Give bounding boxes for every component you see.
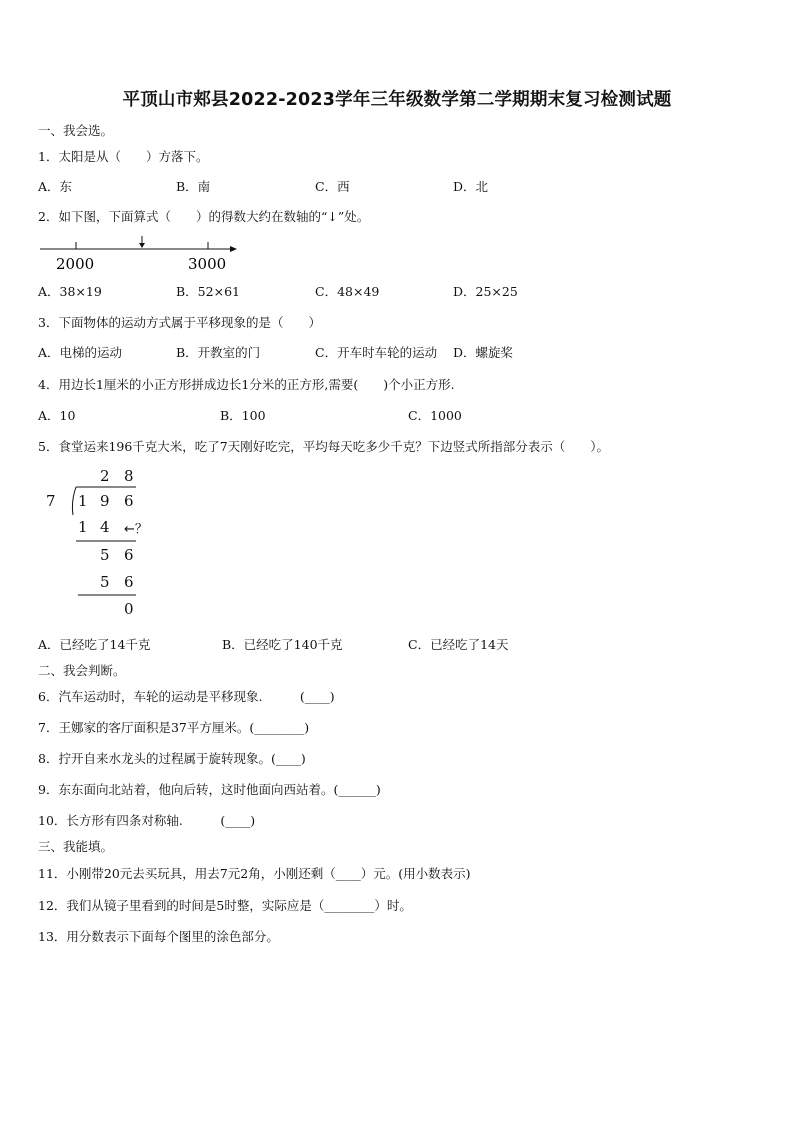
quotient-digit-1: 2 <box>100 467 110 485</box>
dividend-digit-1: 1 <box>78 492 88 510</box>
question-13: 13．用分数表示下面每个图里的涂色部分。 <box>38 929 279 944</box>
q2-option-a[interactable]: A．38×19 <box>38 284 102 299</box>
q5-option-c[interactable]: C．已经吃了14天 <box>408 637 509 652</box>
q4-option-c[interactable]: C．1000 <box>408 408 462 423</box>
step2-digit-2: 6 <box>124 546 134 564</box>
question-4: 4．用边长1厘米的小正方形拼成边长1分米的正方形,需要( )个小正方形. <box>38 377 455 392</box>
section-heading-fill: 三、我能填。 <box>38 839 114 854</box>
step2-digit-1: 5 <box>100 546 110 564</box>
q3-option-a[interactable]: A．电梯的运动 <box>38 345 123 360</box>
question-11: 11．小刚带20元去买玩具，用去7元2角，小刚还剩（____）元。(用小数表示) <box>38 866 471 881</box>
q2-option-c[interactable]: C．48×49 <box>315 284 380 299</box>
q4-option-a[interactable]: A．10 <box>38 408 76 423</box>
question-12: 12．我们从镜子里看到的时间是5时整，实际应是（________）时。 <box>38 898 412 913</box>
step1-digit-2: 4 <box>100 518 110 536</box>
long-division-figure <box>40 465 170 625</box>
question-3: 3．下面物体的运动方式属于平移现象的是（ ） <box>38 315 321 330</box>
question-1: 1．太阳是从（ ）方落下。 <box>38 149 209 164</box>
number-line-figure <box>38 236 238 274</box>
q1-option-c[interactable]: C．西 <box>315 179 350 194</box>
down-arrow-head <box>139 243 145 248</box>
question-6: 6．汽车运动时，车轮的运动是平移现象. (____) <box>38 689 335 704</box>
q3-option-c[interactable]: C．开车时车轮的运动 <box>315 345 438 360</box>
q1-option-d[interactable]: D．北 <box>453 179 489 194</box>
step3-digit-1: 5 <box>100 573 110 591</box>
question-8: 8．拧开自来水龙头的过程属于旋转现象。(____) <box>38 751 306 766</box>
axis-label-3000: 3000 <box>188 255 227 273</box>
page-title: 平顶山市郏县2022-2023学年三年级数学第二学期期末复习检测试题 <box>122 90 672 110</box>
axis-label-2000: 2000 <box>56 255 95 273</box>
division-bracket-lines <box>40 465 170 625</box>
section-heading-judge: 二、我会判断。 <box>38 663 126 678</box>
q3-option-b[interactable]: B．开教室的门 <box>176 345 261 360</box>
question-10: 10．长方形有四条对称轴. (____) <box>38 813 256 828</box>
dividend-digit-2: 9 <box>100 492 110 510</box>
question-5: 5．食堂运来196千克大米，吃了7天刚好吃完，平均每天吃多少千克？下边竖式所指部分表示（ ）。 <box>38 439 610 454</box>
remainder: 0 <box>124 600 134 618</box>
divisor: 7 <box>46 492 56 510</box>
division-bracket <box>72 487 76 515</box>
pointer-question-mark: ←？ <box>124 522 148 537</box>
question-2: 2．如下图，下面算式（ ）的得数大约在数轴的“↓”处。 <box>38 209 370 224</box>
q5-option-a[interactable]: A．已经吃了14千克 <box>38 637 151 652</box>
q2-option-b[interactable]: B．52×61 <box>176 284 240 299</box>
dividend-digit-3: 6 <box>124 492 134 510</box>
q5-option-b[interactable]: B．已经吃了140千克 <box>222 637 343 652</box>
number-line-arrowhead <box>230 246 237 252</box>
q2-option-d[interactable]: D．25×25 <box>453 284 518 299</box>
question-7: 7．王娜家的客厅面积是37平方厘米。(________) <box>38 720 310 735</box>
q4-option-b[interactable]: B．100 <box>220 408 266 423</box>
quotient-digit-2: 8 <box>124 467 134 485</box>
q3-option-d[interactable]: D．螺旋桨 <box>453 345 514 360</box>
step1-digit-1: 1 <box>78 518 88 536</box>
question-9: 9．东东面向北站着，他向后转，这时他面向西站着。(______) <box>38 782 381 797</box>
step3-digit-2: 6 <box>124 573 134 591</box>
section-heading-choose: 一、我会选。 <box>38 123 114 138</box>
q1-option-b[interactable]: B．南 <box>176 179 211 194</box>
q1-option-a[interactable]: A．东 <box>38 179 73 194</box>
